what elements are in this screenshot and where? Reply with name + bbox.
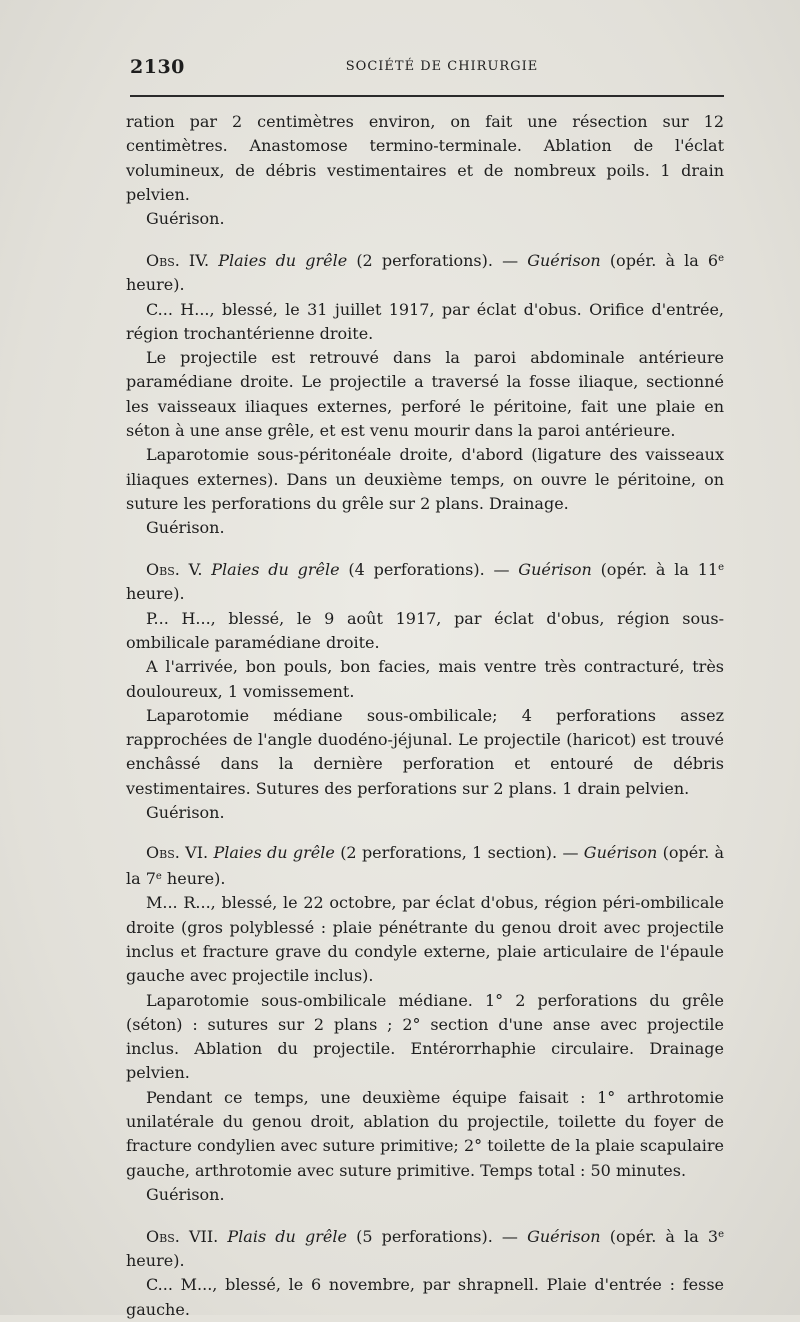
paragraph: C... M..., blessé, le 6 novembre, par shrapnell. Plaie d'entrée : fesse gauche. xyxy=(126,1275,724,1319)
obs-timing-end: heure). xyxy=(161,869,226,889)
paragraph: Pendant ce temps, une deuxième équipe faisait : 1° arthrotomie unilatérale du genou droit, ablation du projectile, toilette du foyer de fracture condylien avec suture primitive; 2° toilette de la plaie scapulaire gauche, arthrotomie avec suture primitive. Temps total : 50 minutes. xyxy=(126,1087,724,1180)
obs-label: Obs. IV. xyxy=(146,250,210,270)
observation-heading-v xyxy=(126,556,724,607)
paragraph: Laparotomie médiane sous-ombilicale; 4 perforations assez rapprochées de l'angle duodéno-jéjunal. Le projectile (haricot) est trouvé enchâssé dans la dernière perforation et entouré de débris vestimentaires. Sutures des perforations sur 2 plans. 1 drain pelvien. xyxy=(126,705,724,798)
paragraph: Guérison. xyxy=(146,803,225,823)
obs-title: Plaies du grêle xyxy=(213,842,335,862)
obs-detail: (4 perforations). — xyxy=(348,560,510,580)
obs-outcome: Guérison xyxy=(583,842,658,862)
paragraph: Guérison. xyxy=(146,518,225,538)
observation-heading-vii xyxy=(126,1223,724,1274)
obs-title: Plais du grêle xyxy=(227,1226,347,1246)
paragraph: C... H..., blessé, le 31 juillet 1917, par éclat d'obus. Orifice d'entrée, région trochantérienne droite. xyxy=(126,299,724,343)
obs-timing: (opér. à la 3 xyxy=(609,1226,719,1246)
paragraph: Guérison. xyxy=(146,1184,225,1204)
obs-outcome: Guérison xyxy=(527,1226,601,1246)
paragraph: Le projectile est retrouvé dans la paroi abdominale antérieure paramédiane droite. Le projectile a traversé la fosse iliaque, sectionné les vaisseaux iliaques externes, perforé le péritoine, fait une plaie en séton à une anse grêle, et est venu mourir dans la paroi antérieure. xyxy=(126,348,724,441)
obs-timing-sup: e xyxy=(718,562,724,574)
header-rule xyxy=(130,95,724,97)
obs-timing-sup: e xyxy=(718,252,725,264)
page-number: 2130 xyxy=(130,56,185,78)
paragraph: M... R..., blessé, le 22 octobre, par éclat d'obus, région péri-ombilicale droite (gros polyblessé : plaie pénétrante du genou droit avec projectile inclus et fracture grave du condyle externe, plaie articulaire de l'épaule gauche avec projectile inclus). xyxy=(126,893,724,986)
paragraph: P... H..., blessé, le 9 août 1917, par éclat d'obus, région sous-ombilicale paramédiane droite. xyxy=(126,608,724,652)
page-header xyxy=(130,56,724,80)
obs-outcome: Guérison xyxy=(527,250,601,270)
paragraph: Guérison. xyxy=(146,209,225,229)
paragraph: Laparotomie sous-péritonéale droite, d'abord (ligature des vaisseaux iliaques externes). Dans un deuxième temps, on ouvre le péritoine, on suture les perforations du grêle sur 2 plans. Drainage. xyxy=(126,445,724,513)
obs-title: Plaies du grêle xyxy=(218,250,348,270)
obs-timing: (opér. à la 6 xyxy=(609,250,719,270)
obs-timing: (opér. à la 7 xyxy=(126,842,725,889)
obs-timing-end: heure). xyxy=(126,1251,185,1271)
body-text xyxy=(126,110,724,1322)
obs-outcome: Guérison xyxy=(518,560,592,580)
obs-timing: (opér. à la 11 xyxy=(600,560,719,580)
obs-timing-end: heure). xyxy=(126,584,185,604)
paragraph: A l'arrivée, bon pouls, bon facies, mais ventre très contracturé, très douloureux, 1 vomissement. xyxy=(126,657,724,701)
obs-timing-sup: e xyxy=(155,871,162,883)
observation-heading-iv xyxy=(126,247,724,298)
obs-timing-sup: e xyxy=(718,1228,725,1240)
observation-heading-vi xyxy=(126,841,724,892)
obs-detail: (5 perforations). — xyxy=(356,1226,518,1246)
obs-title: Plaies du grêle xyxy=(211,560,340,580)
obs-label: Obs. VII. xyxy=(146,1226,219,1246)
obs-timing-end: heure). xyxy=(126,275,185,295)
obs-label: Obs. V. xyxy=(146,560,203,580)
obs-detail: (2 perforations). — xyxy=(356,250,519,270)
paragraph: Laparotomie sous-ombilicale médiane. 1° 2 perforations du grêle (séton) : sutures sur 2 plans ; 2° section d'une anse avec projectile inclus. Ablation du projectile. Entérorrhaphie circulaire. Drainage pelvien. xyxy=(126,990,724,1083)
obs-detail: (2 perforations, 1 section). — xyxy=(340,842,579,862)
running-title: SOCIÉTÉ DE CHIRURGIE xyxy=(345,59,539,74)
obs-label: Obs. VI. xyxy=(146,842,209,862)
paragraph: ration par 2 centimètres environ, on fait une résection sur 12 centimètres. Anastomose termino-terminale. Ablation de l'éclat volumineux, de débris vestimentaires et de nombreux poils. 1 drain pelvien. xyxy=(126,112,724,204)
